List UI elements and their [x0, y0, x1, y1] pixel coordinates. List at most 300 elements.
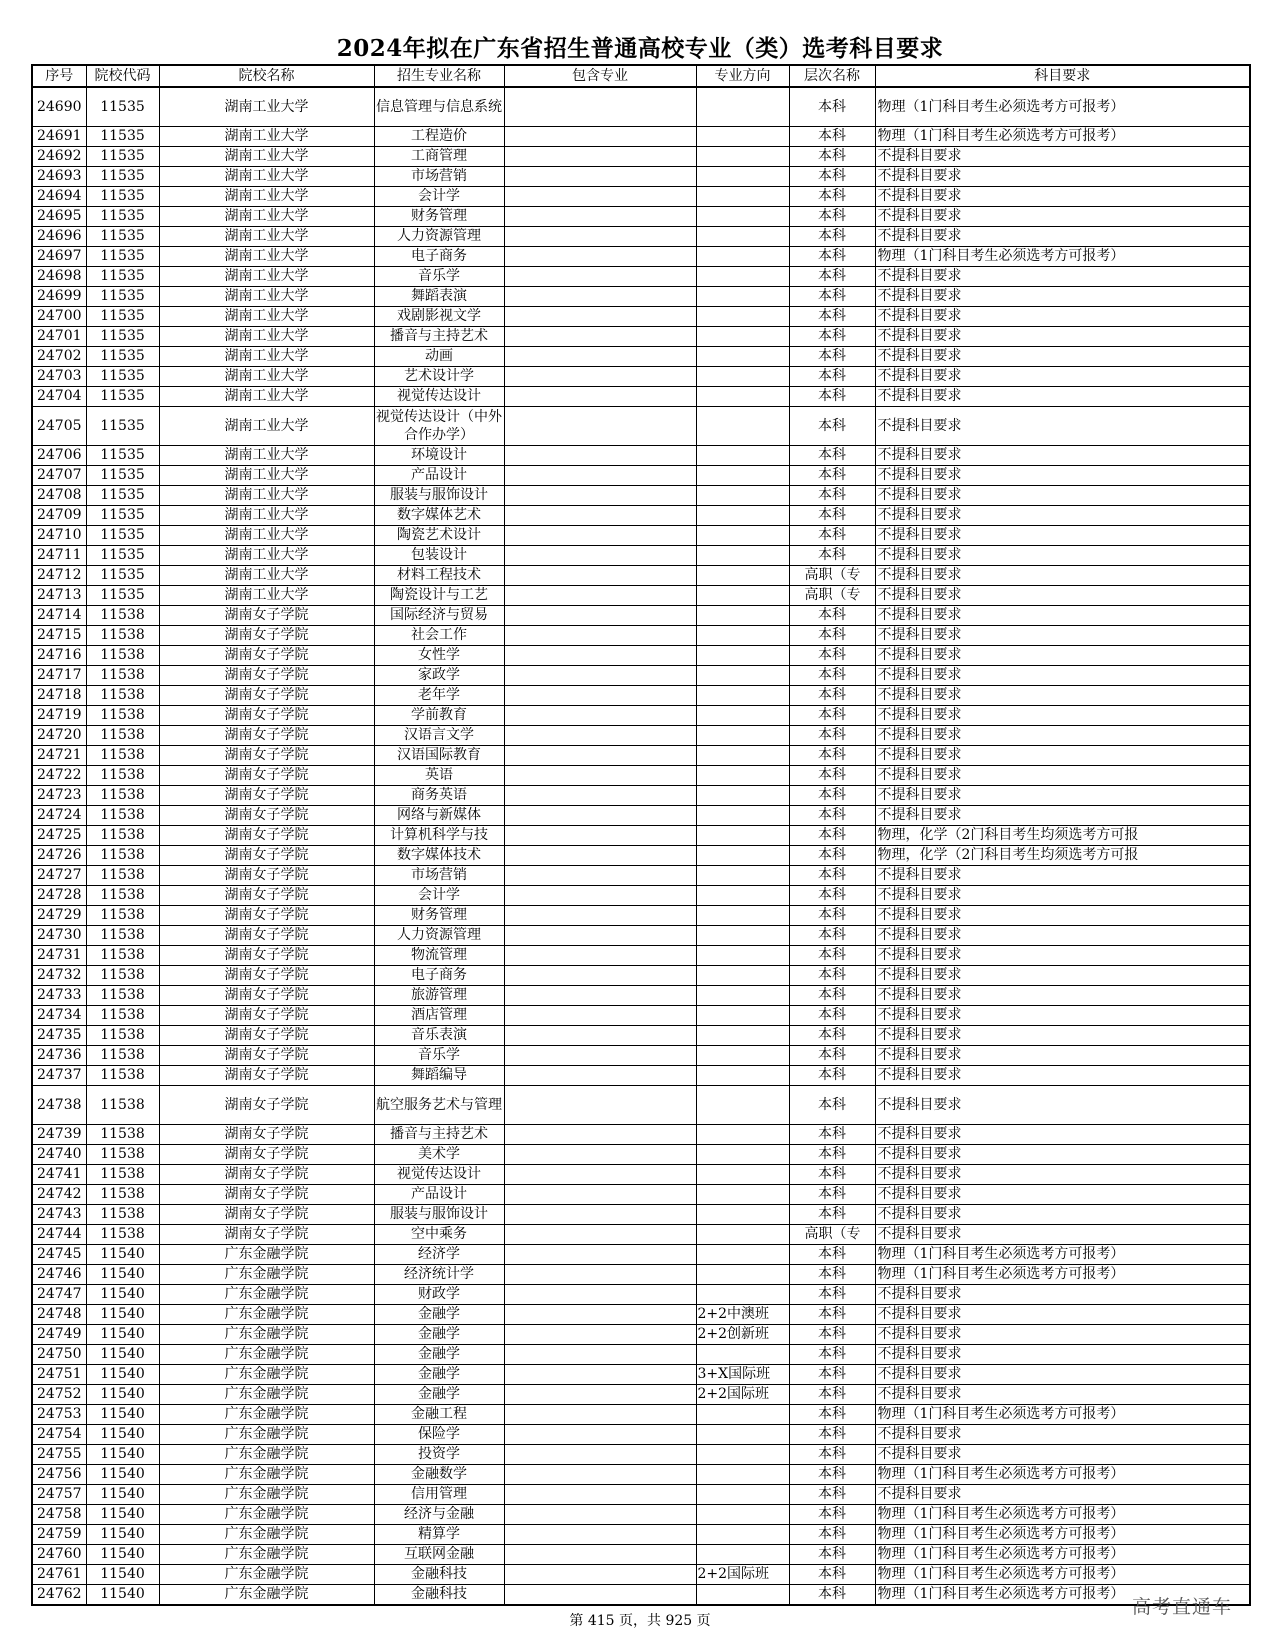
cell-major-name: 经济学	[374, 1245, 504, 1265]
table-row	[32, 1485, 1250, 1505]
cell-level: 本科	[789, 946, 875, 966]
cell-school-code: 11535	[86, 267, 159, 287]
table-row	[32, 706, 1250, 726]
cell-direction	[696, 806, 789, 826]
cell-seq: 24746	[32, 1265, 86, 1285]
cell-direction	[696, 1425, 789, 1445]
cell-subject-requirement: 物理（1门科目考生必须选考方可报考）	[875, 1565, 1250, 1585]
cell-school-name: 湖南工业大学	[159, 87, 374, 127]
cell-seq: 24710	[32, 526, 86, 546]
table-row	[32, 167, 1250, 187]
cell-included-majors	[504, 1086, 696, 1125]
cell-included-majors	[504, 127, 696, 147]
table-row	[32, 1565, 1250, 1585]
cell-major-name: 工商管理	[374, 147, 504, 167]
cell-subject-requirement: 不提科目要求	[875, 1086, 1250, 1125]
cell-school-code: 11535	[86, 526, 159, 546]
cell-direction	[696, 1086, 789, 1125]
cell-school-name: 湖南工业大学	[159, 347, 374, 367]
cell-major-name: 服装与服饰设计	[374, 486, 504, 506]
cell-school-name: 广东金融学院	[159, 1325, 374, 1345]
cell-seq: 24724	[32, 806, 86, 826]
cell-seq: 24729	[32, 906, 86, 926]
cell-school-code: 11535	[86, 207, 159, 227]
table-row	[32, 446, 1250, 466]
cell-level: 本科	[789, 1465, 875, 1485]
cell-major-name: 航空服务艺术与管理	[374, 1086, 504, 1125]
table-row	[32, 1205, 1250, 1225]
cell-included-majors	[504, 267, 696, 287]
cell-level: 本科	[789, 1325, 875, 1345]
cell-school-code: 11535	[86, 506, 159, 526]
cell-direction	[696, 227, 789, 247]
cell-direction: 2+2创新班	[696, 1325, 789, 1345]
cell-direction	[696, 1185, 789, 1205]
cell-direction	[696, 726, 789, 746]
cell-major-name: 电子商务	[374, 247, 504, 267]
cell-subject-requirement: 不提科目要求	[875, 207, 1250, 227]
cell-subject-requirement: 不提科目要求	[875, 946, 1250, 966]
cell-school-name: 湖南工业大学	[159, 267, 374, 287]
cell-included-majors	[504, 786, 696, 806]
cell-level: 本科	[789, 1305, 875, 1325]
table-row	[32, 746, 1250, 766]
cell-seq: 24692	[32, 147, 86, 167]
column-header: 包含专业	[504, 65, 696, 87]
cell-subject-requirement: 不提科目要求	[875, 407, 1250, 446]
cell-seq: 24722	[32, 766, 86, 786]
cell-seq: 24760	[32, 1545, 86, 1565]
cell-direction	[696, 167, 789, 187]
table-row	[32, 407, 1250, 446]
cell-seq: 24732	[32, 966, 86, 986]
cell-direction	[696, 946, 789, 966]
cell-seq: 24754	[32, 1425, 86, 1445]
cell-included-majors	[504, 866, 696, 886]
cell-subject-requirement: 不提科目要求	[875, 1425, 1250, 1445]
cell-school-code: 11538	[86, 1125, 159, 1145]
cell-subject-requirement: 不提科目要求	[875, 1165, 1250, 1185]
cell-level: 本科	[789, 966, 875, 986]
cell-included-majors	[504, 1365, 696, 1385]
cell-included-majors	[504, 1345, 696, 1365]
cell-school-code: 11535	[86, 247, 159, 267]
cell-school-name: 广东金融学院	[159, 1445, 374, 1465]
cell-level: 本科	[789, 87, 875, 127]
cell-included-majors	[504, 606, 696, 626]
cell-major-name: 金融科技	[374, 1585, 504, 1606]
cell-school-name: 广东金融学院	[159, 1345, 374, 1365]
cell-subject-requirement: 不提科目要求	[875, 966, 1250, 986]
cell-school-code: 11538	[86, 846, 159, 866]
table-row	[32, 1585, 1250, 1606]
cell-seq: 24752	[32, 1385, 86, 1405]
cell-seq: 24761	[32, 1565, 86, 1585]
cell-included-majors	[504, 746, 696, 766]
cell-major-name: 财政学	[374, 1285, 504, 1305]
cell-level: 本科	[789, 446, 875, 466]
cell-direction	[696, 307, 789, 327]
cell-seq: 24719	[32, 706, 86, 726]
table-row	[32, 926, 1250, 946]
table-row	[32, 1465, 1250, 1485]
cell-major-name: 金融学	[374, 1325, 504, 1345]
table-row	[32, 506, 1250, 526]
cell-subject-requirement: 不提科目要求	[875, 586, 1250, 606]
table-row	[32, 1165, 1250, 1185]
cell-school-name: 广东金融学院	[159, 1425, 374, 1445]
cell-seq: 24737	[32, 1066, 86, 1086]
cell-direction	[696, 526, 789, 546]
cell-school-name: 湖南女子学院	[159, 986, 374, 1006]
cell-included-majors	[504, 586, 696, 606]
cell-direction	[696, 586, 789, 606]
cell-school-name: 广东金融学院	[159, 1565, 374, 1585]
cell-major-name: 环境设计	[374, 446, 504, 466]
table-row	[32, 1545, 1250, 1565]
cell-subject-requirement: 不提科目要求	[875, 906, 1250, 926]
cell-school-name: 湖南工业大学	[159, 407, 374, 446]
cell-level: 本科	[789, 666, 875, 686]
table-row	[32, 766, 1250, 786]
cell-subject-requirement: 不提科目要求	[875, 786, 1250, 806]
cell-level: 本科	[789, 127, 875, 147]
cell-direction	[696, 706, 789, 726]
table-row	[32, 1445, 1250, 1465]
cell-level: 本科	[789, 327, 875, 347]
cell-major-name: 汉语国际教育	[374, 746, 504, 766]
cell-subject-requirement: 物理，化学（2门科目考生均须选考方可报	[875, 846, 1250, 866]
cell-direction	[696, 1485, 789, 1505]
cell-seq: 24720	[32, 726, 86, 746]
cell-direction	[696, 686, 789, 706]
cell-included-majors	[504, 207, 696, 227]
cell-major-name: 会计学	[374, 886, 504, 906]
cell-level: 本科	[789, 247, 875, 267]
cell-included-majors	[504, 287, 696, 307]
cell-school-code: 11535	[86, 387, 159, 407]
cell-included-majors	[504, 446, 696, 466]
cell-major-name: 舞蹈编导	[374, 1066, 504, 1086]
cell-major-name: 陶瓷艺术设计	[374, 526, 504, 546]
column-header: 专业方向	[696, 65, 789, 87]
cell-major-name: 物流管理	[374, 946, 504, 966]
cell-subject-requirement: 不提科目要求	[875, 1305, 1250, 1325]
cell-school-name: 湖南女子学院	[159, 1066, 374, 1086]
page-footer: 第 415 页，共 925 页	[569, 1613, 711, 1629]
cell-level: 本科	[789, 606, 875, 626]
cell-school-name: 湖南女子学院	[159, 1006, 374, 1026]
cell-included-majors	[504, 1545, 696, 1565]
cell-major-name: 戏剧影视文学	[374, 307, 504, 327]
table-row	[32, 1365, 1250, 1385]
cell-school-name: 湖南工业大学	[159, 127, 374, 147]
page-title: 2024年拟在广东省招生普通高校专业（类）选考科目要求	[336, 35, 944, 62]
table-row	[32, 1086, 1250, 1125]
cell-subject-requirement: 不提科目要求	[875, 307, 1250, 327]
cell-direction	[696, 1145, 789, 1165]
cell-level: 高职（专	[789, 566, 875, 586]
cell-seq: 24711	[32, 546, 86, 566]
cell-school-name: 湖南女子学院	[159, 1026, 374, 1046]
cell-direction	[696, 1066, 789, 1086]
cell-subject-requirement: 不提科目要求	[875, 1205, 1250, 1225]
cell-school-code: 11538	[86, 666, 159, 686]
cell-subject-requirement: 物理，化学（2门科目考生均须选考方可报	[875, 826, 1250, 846]
cell-level: 本科	[789, 387, 875, 407]
cell-included-majors	[504, 986, 696, 1006]
cell-included-majors	[504, 706, 696, 726]
cell-major-name: 陶瓷设计与工艺	[374, 586, 504, 606]
cell-seq: 24715	[32, 626, 86, 646]
cell-direction	[696, 87, 789, 127]
cell-school-name: 湖南工业大学	[159, 167, 374, 187]
cell-seq: 24712	[32, 566, 86, 586]
table-row	[32, 1305, 1250, 1325]
cell-major-name: 动画	[374, 347, 504, 367]
cell-level: 本科	[789, 986, 875, 1006]
cell-subject-requirement: 不提科目要求	[875, 1285, 1250, 1305]
cell-level: 本科	[789, 1345, 875, 1365]
cell-direction	[696, 1165, 789, 1185]
cell-seq: 24755	[32, 1445, 86, 1465]
table-row	[32, 127, 1250, 147]
cell-major-name: 播音与主持艺术	[374, 327, 504, 347]
cell-seq: 24757	[32, 1485, 86, 1505]
cell-major-name: 市场营销	[374, 866, 504, 886]
table-row	[32, 806, 1250, 826]
cell-seq: 24721	[32, 746, 86, 766]
table-row	[32, 1225, 1250, 1245]
cell-school-name: 湖南工业大学	[159, 486, 374, 506]
cell-school-name: 湖南女子学院	[159, 866, 374, 886]
cell-included-majors	[504, 906, 696, 926]
cell-school-name: 湖南女子学院	[159, 1165, 374, 1185]
cell-major-name: 视觉传达设计（中外合作办学）	[374, 407, 504, 446]
cell-major-name: 音乐表演	[374, 1026, 504, 1046]
cell-included-majors	[504, 626, 696, 646]
table-row	[32, 287, 1250, 307]
cell-included-majors	[504, 347, 696, 367]
table-row	[32, 207, 1250, 227]
cell-school-name: 湖南工业大学	[159, 506, 374, 526]
cell-major-name: 经济与金融	[374, 1505, 504, 1525]
cell-school-name: 湖南女子学院	[159, 1125, 374, 1145]
cell-school-name: 湖南工业大学	[159, 526, 374, 546]
cell-school-name: 湖南女子学院	[159, 626, 374, 646]
cell-seq: 24705	[32, 407, 86, 446]
cell-major-name: 学前教育	[374, 706, 504, 726]
cell-seq: 24701	[32, 327, 86, 347]
cell-seq: 24700	[32, 307, 86, 327]
cell-subject-requirement: 不提科目要求	[875, 806, 1250, 826]
cell-direction	[696, 407, 789, 446]
cell-level: 本科	[789, 307, 875, 327]
cell-school-code: 11538	[86, 1225, 159, 1245]
cell-school-code: 11535	[86, 307, 159, 327]
cell-school-code: 11540	[86, 1425, 159, 1445]
table-row	[32, 1425, 1250, 1445]
table-row	[32, 586, 1250, 606]
cell-direction	[696, 966, 789, 986]
cell-school-name: 湖南女子学院	[159, 906, 374, 926]
cell-school-name: 湖南女子学院	[159, 706, 374, 726]
cell-level: 本科	[789, 826, 875, 846]
cell-included-majors	[504, 546, 696, 566]
table-row	[32, 1385, 1250, 1405]
cell-major-name: 数字媒体艺术	[374, 506, 504, 526]
cell-included-majors	[504, 1265, 696, 1285]
cell-seq: 24735	[32, 1026, 86, 1046]
cell-major-name: 材料工程技术	[374, 566, 504, 586]
cell-subject-requirement: 不提科目要求	[875, 446, 1250, 466]
cell-major-name: 金融学	[374, 1345, 504, 1365]
cell-school-name: 广东金融学院	[159, 1465, 374, 1485]
cell-school-code: 11538	[86, 1145, 159, 1165]
cell-major-name: 会计学	[374, 187, 504, 207]
cell-school-code: 11535	[86, 367, 159, 387]
cell-seq: 24723	[32, 786, 86, 806]
cell-direction	[696, 1245, 789, 1265]
cell-direction	[696, 926, 789, 946]
cell-subject-requirement: 物理（1门科目考生必须选考方可报考）	[875, 1405, 1250, 1425]
cell-subject-requirement: 不提科目要求	[875, 1445, 1250, 1465]
cell-major-name: 互联网金融	[374, 1545, 504, 1565]
cell-subject-requirement: 不提科目要求	[875, 746, 1250, 766]
cell-major-name: 播音与主持艺术	[374, 1125, 504, 1145]
cell-direction	[696, 207, 789, 227]
cell-school-code: 11538	[86, 706, 159, 726]
cell-school-name: 湖南工业大学	[159, 187, 374, 207]
cell-major-name: 旅游管理	[374, 986, 504, 1006]
cell-school-code: 11538	[86, 1086, 159, 1125]
cell-subject-requirement: 物理（1门科目考生必须选考方可报考）	[875, 1525, 1250, 1545]
cell-school-name: 广东金融学院	[159, 1545, 374, 1565]
cell-seq: 24698	[32, 267, 86, 287]
cell-major-name: 音乐学	[374, 1046, 504, 1066]
table-row	[32, 327, 1250, 347]
cell-included-majors	[504, 466, 696, 486]
cell-major-name: 数字媒体技术	[374, 846, 504, 866]
cell-direction	[696, 267, 789, 287]
cell-seq: 24718	[32, 686, 86, 706]
cell-subject-requirement: 不提科目要求	[875, 267, 1250, 287]
cell-seq: 24743	[32, 1205, 86, 1225]
table-row	[32, 686, 1250, 706]
cell-included-majors	[504, 1305, 696, 1325]
cell-school-code: 11538	[86, 806, 159, 826]
cell-level: 本科	[789, 786, 875, 806]
table-row	[32, 1145, 1250, 1165]
cell-seq: 24717	[32, 666, 86, 686]
cell-included-majors	[504, 307, 696, 327]
cell-included-majors	[504, 1006, 696, 1026]
table-row	[32, 526, 1250, 546]
cell-school-code: 11540	[86, 1525, 159, 1545]
cell-school-name: 湖南工业大学	[159, 327, 374, 347]
cell-school-name: 湖南工业大学	[159, 546, 374, 566]
cell-level: 本科	[789, 466, 875, 486]
cell-school-name: 广东金融学院	[159, 1385, 374, 1405]
cell-included-majors	[504, 766, 696, 786]
cell-major-name: 电子商务	[374, 966, 504, 986]
cell-school-code: 11540	[86, 1285, 159, 1305]
cell-included-majors	[504, 646, 696, 666]
cell-school-code: 11538	[86, 886, 159, 906]
cell-major-name: 酒店管理	[374, 1006, 504, 1026]
column-header: 层次名称	[789, 65, 875, 87]
cell-direction	[696, 1205, 789, 1225]
table-row	[32, 87, 1250, 127]
cell-direction	[696, 367, 789, 387]
cell-school-name: 湖南女子学院	[159, 686, 374, 706]
cell-level: 本科	[789, 866, 875, 886]
cell-included-majors	[504, 1465, 696, 1485]
cell-major-name: 金融学	[374, 1305, 504, 1325]
table-row	[32, 147, 1250, 167]
cell-subject-requirement: 物理（1门科目考生必须选考方可报考）	[875, 1545, 1250, 1565]
cell-level: 本科	[789, 1505, 875, 1525]
cell-major-name: 家政学	[374, 666, 504, 686]
cell-school-code: 11538	[86, 746, 159, 766]
table-row	[32, 786, 1250, 806]
table-row	[32, 846, 1250, 866]
cell-school-code: 11535	[86, 227, 159, 247]
cell-subject-requirement: 不提科目要求	[875, 606, 1250, 626]
cell-school-name: 湖南女子学院	[159, 1086, 374, 1125]
cell-level: 本科	[789, 1245, 875, 1265]
cell-school-name: 湖南女子学院	[159, 826, 374, 846]
cell-level: 本科	[789, 1385, 875, 1405]
cell-seq: 24728	[32, 886, 86, 906]
cell-school-name: 广东金融学院	[159, 1525, 374, 1545]
watermark-logo: 高考直通车	[1131, 1596, 1232, 1618]
cell-major-name: 音乐学	[374, 267, 504, 287]
cell-school-name: 湖南女子学院	[159, 606, 374, 626]
cell-school-code: 11535	[86, 327, 159, 347]
cell-direction	[696, 766, 789, 786]
cell-school-name: 湖南工业大学	[159, 247, 374, 267]
cell-school-name: 湖南女子学院	[159, 966, 374, 986]
cell-included-majors	[504, 1485, 696, 1505]
cell-seq: 24747	[32, 1285, 86, 1305]
cell-level: 本科	[789, 1425, 875, 1445]
table-row	[32, 227, 1250, 247]
table-row	[32, 906, 1250, 926]
cell-school-name: 湖南女子学院	[159, 846, 374, 866]
cell-level: 本科	[789, 1145, 875, 1165]
cell-school-name: 湖南女子学院	[159, 1225, 374, 1245]
cell-subject-requirement: 不提科目要求	[875, 566, 1250, 586]
cell-included-majors	[504, 1125, 696, 1145]
cell-included-majors	[504, 1445, 696, 1465]
cell-seq: 24690	[32, 87, 86, 127]
cell-direction	[696, 786, 789, 806]
cell-direction	[696, 1465, 789, 1485]
cell-major-name: 英语	[374, 766, 504, 786]
cell-direction	[696, 746, 789, 766]
cell-direction	[696, 1545, 789, 1565]
cell-subject-requirement: 不提科目要求	[875, 546, 1250, 566]
cell-school-code: 11535	[86, 87, 159, 127]
table-row	[32, 347, 1250, 367]
table-row	[32, 1026, 1250, 1046]
cell-subject-requirement: 不提科目要求	[875, 187, 1250, 207]
cell-seq: 24756	[32, 1465, 86, 1485]
cell-subject-requirement: 不提科目要求	[875, 1006, 1250, 1026]
table-row	[32, 307, 1250, 327]
cell-direction	[696, 1006, 789, 1026]
